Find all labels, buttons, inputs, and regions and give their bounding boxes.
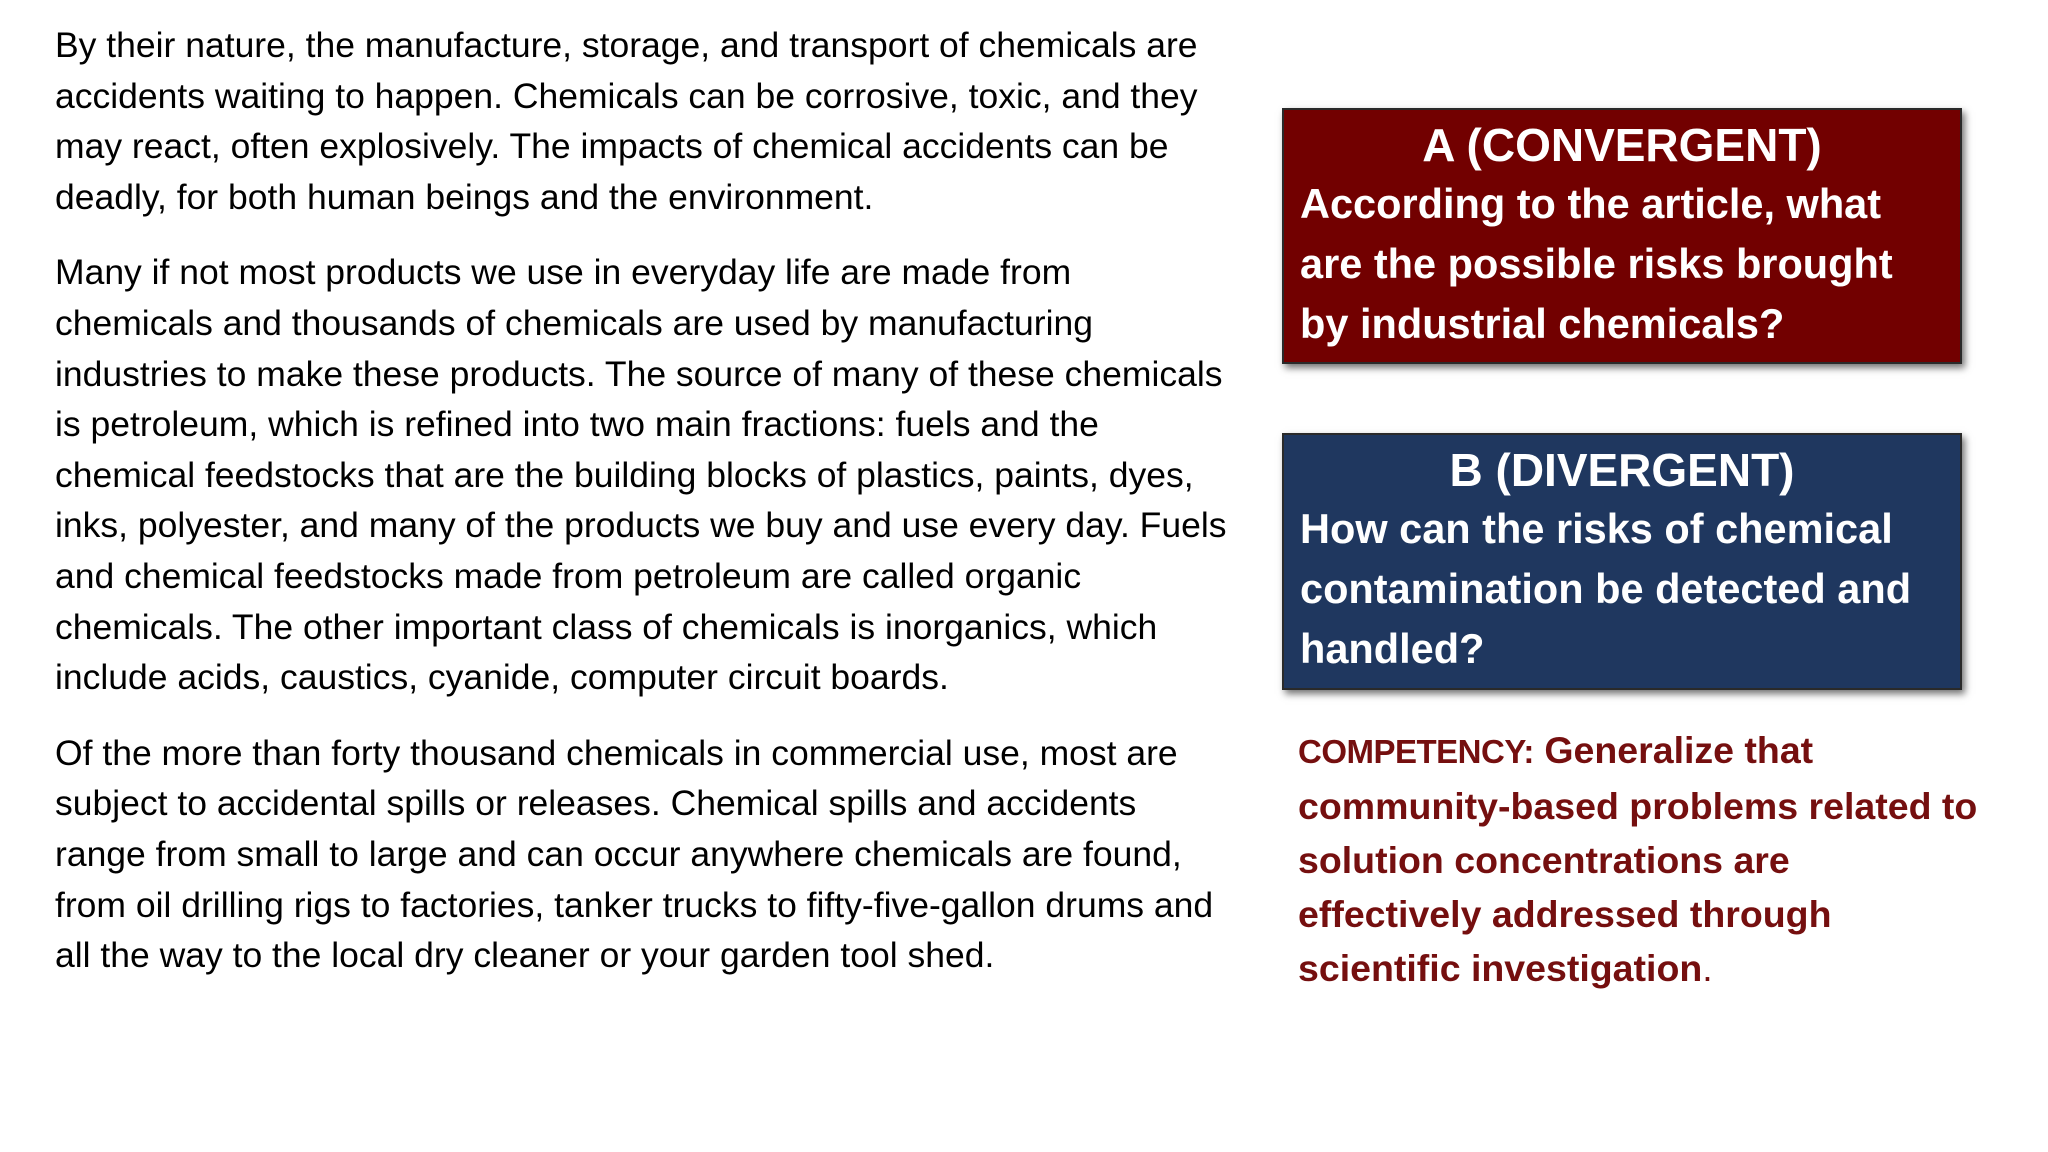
competency-text: Generalize that community-based problems related to solution concentrations are effectively addressed through scientific investigation — [1298, 729, 1978, 989]
article-text — [55, 20, 1235, 1006]
divergent-heading: B (DIVERGENT) — [1449, 444, 1795, 496]
convergent-heading: A (CONVERGENT) — [1422, 119, 1822, 171]
article-paragraph-1: By their nature, the manufacture, storage, and transport of chemicals are accidents waiting to happen. Chemicals can be corrosive, toxic, and they may react, often explosively. The impacts of chemical accidents can be deadly, for both human beings and the environment. — [55, 25, 1198, 217]
convergent-question-box — [1282, 108, 1962, 364]
competency-statement — [1298, 723, 1978, 995]
divergent-question-box — [1282, 433, 1962, 690]
convergent-question: According to the article, what are the possible risks brought by industrial chemicals? — [1300, 180, 1893, 347]
article-paragraph-3: Of the more than forty thousand chemicals in commercial use, most are subject to accidental spills or releases. Chemical spills and accidents range from small to large and can occur anywhere chemicals are found, from oil drilling rigs to factories, tanker trucks to fifty-five-gallon drums and all the way to the local dry cleaner or your garden tool shed. — [55, 732, 1214, 976]
divergent-question: How can the risks of chemical contamination be detected and handled? — [1300, 505, 1912, 672]
competency-period: . — [1702, 947, 1713, 989]
article-paragraph-2: Many if not most products we use in everyday life are made from chemicals and thousands of chemicals are used by manufacturing industries to make these products. The source of many of these chemicals is petroleum, which is refined into two main fractions: fuels and the chemical feedstocks that are the building blocks of plastics, paints, dyes, inks, polyester, and many of the products we buy and use every day. Fuels and chemical feedstocks made from petroleum are called organic chemicals. The other important class of chemicals is inorganics, which include acids, caustics, cyanide, computer circuit boards. — [55, 252, 1227, 698]
competency-label: COMPETENCY: — [1298, 733, 1534, 770]
